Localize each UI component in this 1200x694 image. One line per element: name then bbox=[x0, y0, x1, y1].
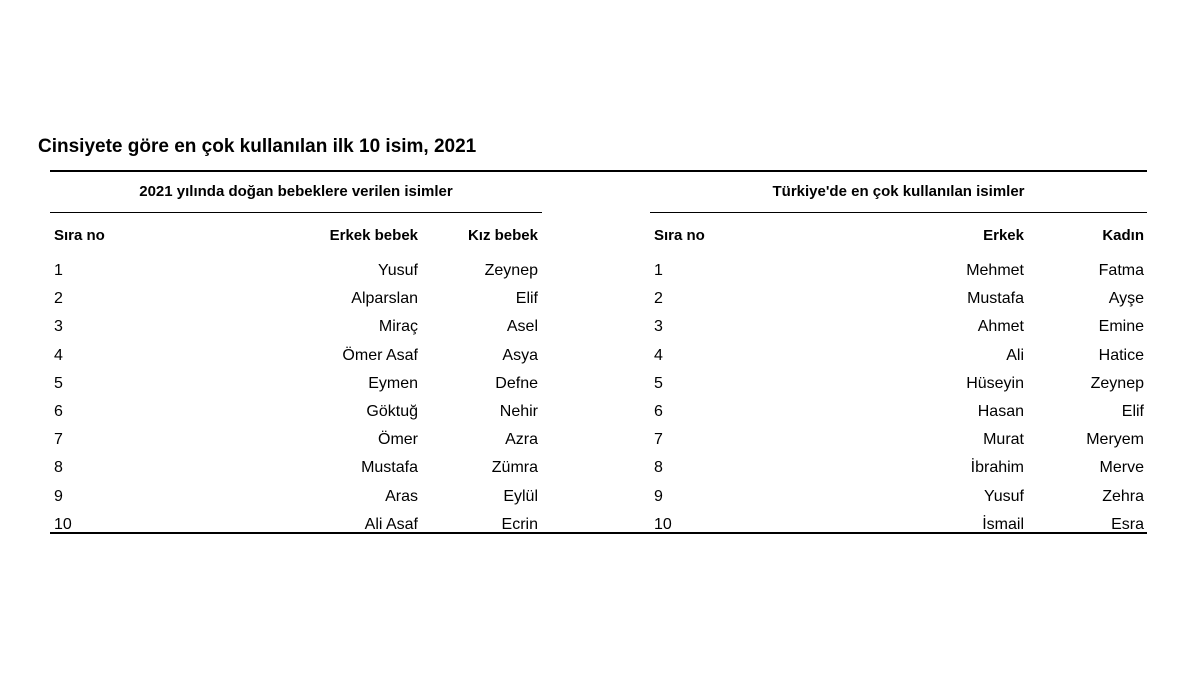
table-row bbox=[650, 257, 1147, 285]
table-row bbox=[50, 426, 542, 454]
girl-name-cell: Asya bbox=[502, 346, 538, 364]
rank-cell: 7 bbox=[54, 431, 63, 449]
table-row bbox=[50, 342, 542, 370]
table-row bbox=[650, 398, 1147, 426]
boy-name-cell: Aras bbox=[385, 487, 418, 505]
male-name-cell: İbrahim bbox=[970, 459, 1024, 477]
girl-name-cell: Azra bbox=[505, 431, 538, 449]
male-name-cell: Mustafa bbox=[967, 290, 1024, 308]
female-name-cell: Esra bbox=[1111, 515, 1144, 533]
right-header-rank: Sıra no bbox=[654, 226, 705, 244]
table-row bbox=[650, 342, 1147, 370]
table-row bbox=[650, 370, 1147, 398]
rank-cell: 5 bbox=[54, 374, 63, 392]
left-header-girl: Kız bebek bbox=[467, 226, 538, 244]
table-row bbox=[650, 511, 1147, 539]
table-row bbox=[650, 285, 1147, 313]
boy-name-cell: Ömer Asaf bbox=[342, 346, 418, 364]
girl-name-cell: Eylül bbox=[503, 487, 538, 505]
boy-name-cell: Miraç bbox=[378, 318, 418, 336]
table-row bbox=[50, 454, 542, 482]
rank-cell: 6 bbox=[654, 403, 663, 421]
female-name-cell: Meryem bbox=[1086, 431, 1144, 449]
boy-name-cell: Yusuf bbox=[377, 262, 418, 280]
boy-name-cell: Göktuğ bbox=[366, 403, 418, 421]
male-name-cell: Yusuf bbox=[983, 487, 1024, 505]
table-row bbox=[50, 285, 542, 313]
right-header-female: Kadın bbox=[1102, 226, 1144, 244]
table-row bbox=[50, 313, 542, 341]
right-table-turkey-common-names bbox=[650, 172, 1147, 539]
rank-cell: 7 bbox=[654, 431, 663, 449]
right-table-caption: Türkiye'de en çok kullanılan isimler bbox=[650, 172, 1147, 213]
male-name-cell: İsmail bbox=[982, 515, 1024, 533]
rank-cell: 1 bbox=[654, 262, 663, 280]
table-row bbox=[650, 454, 1147, 482]
rank-cell: 4 bbox=[654, 346, 663, 364]
table-row bbox=[650, 313, 1147, 341]
left-header-boy: Erkek bebek bbox=[329, 226, 418, 244]
table-row bbox=[650, 426, 1147, 454]
girl-name-cell: Zümra bbox=[491, 459, 538, 477]
female-name-cell: Zeynep bbox=[1090, 374, 1144, 392]
right-table-header bbox=[650, 213, 1147, 257]
rank-cell: 6 bbox=[54, 403, 63, 421]
boy-name-cell: Alparslan bbox=[351, 290, 418, 308]
girl-name-cell: Nehir bbox=[499, 403, 538, 421]
table-row bbox=[50, 370, 542, 398]
girl-name-cell: Ecrin bbox=[501, 515, 538, 533]
female-name-cell: Ayşe bbox=[1108, 290, 1144, 308]
table-bottom-rule bbox=[50, 532, 1147, 534]
boy-name-cell: Mustafa bbox=[361, 459, 418, 477]
right-header-male: Erkek bbox=[983, 226, 1024, 244]
rank-cell: 4 bbox=[54, 346, 63, 364]
rank-cell: 8 bbox=[54, 459, 63, 477]
boy-name-cell: Ömer bbox=[378, 431, 418, 449]
left-table-header bbox=[50, 213, 542, 257]
male-name-cell: Hasan bbox=[977, 403, 1024, 421]
table-row bbox=[50, 511, 542, 539]
rank-cell: 3 bbox=[54, 318, 63, 336]
rank-cell: 3 bbox=[654, 318, 663, 336]
boy-name-cell: Eymen bbox=[368, 374, 418, 392]
left-header-rank: Sıra no bbox=[54, 226, 105, 244]
female-name-cell: Emine bbox=[1098, 318, 1144, 336]
left-table-2021-babies bbox=[50, 172, 542, 539]
table-row bbox=[50, 483, 542, 511]
rank-cell: 10 bbox=[654, 515, 672, 533]
girl-name-cell: Zeynep bbox=[484, 262, 538, 280]
rank-cell: 9 bbox=[54, 487, 63, 505]
male-name-cell: Hüseyin bbox=[966, 374, 1024, 392]
rank-cell: 2 bbox=[54, 290, 63, 308]
male-name-cell: Ahmet bbox=[977, 318, 1024, 336]
left-table-caption: 2021 yılında doğan bebeklere verilen isimler bbox=[50, 172, 542, 213]
girl-name-cell: Asel bbox=[506, 318, 538, 336]
rank-cell: 8 bbox=[654, 459, 663, 477]
female-name-cell: Zehra bbox=[1102, 487, 1144, 505]
female-name-cell: Elif bbox=[1121, 403, 1144, 421]
male-name-cell: Mehmet bbox=[966, 262, 1024, 280]
female-name-cell: Fatma bbox=[1098, 262, 1144, 280]
female-name-cell: Hatice bbox=[1098, 346, 1144, 364]
page-title: Cinsiyete göre en çok kullanılan ilk 10 isim, 2021 bbox=[38, 136, 477, 157]
rank-cell: 1 bbox=[54, 262, 63, 280]
girl-name-cell: Defne bbox=[495, 374, 538, 392]
rank-cell: 9 bbox=[654, 487, 663, 505]
male-name-cell: Ali bbox=[1006, 346, 1024, 364]
girl-name-cell: Elif bbox=[515, 290, 538, 308]
male-name-cell: Murat bbox=[983, 431, 1024, 449]
rank-cell: 2 bbox=[654, 290, 663, 308]
rank-cell: 5 bbox=[654, 374, 663, 392]
boy-name-cell: Ali Asaf bbox=[364, 515, 418, 533]
table-row bbox=[50, 398, 542, 426]
table-row bbox=[50, 257, 542, 285]
table-row bbox=[650, 483, 1147, 511]
female-name-cell: Merve bbox=[1099, 459, 1144, 477]
rank-cell: 10 bbox=[54, 515, 72, 533]
